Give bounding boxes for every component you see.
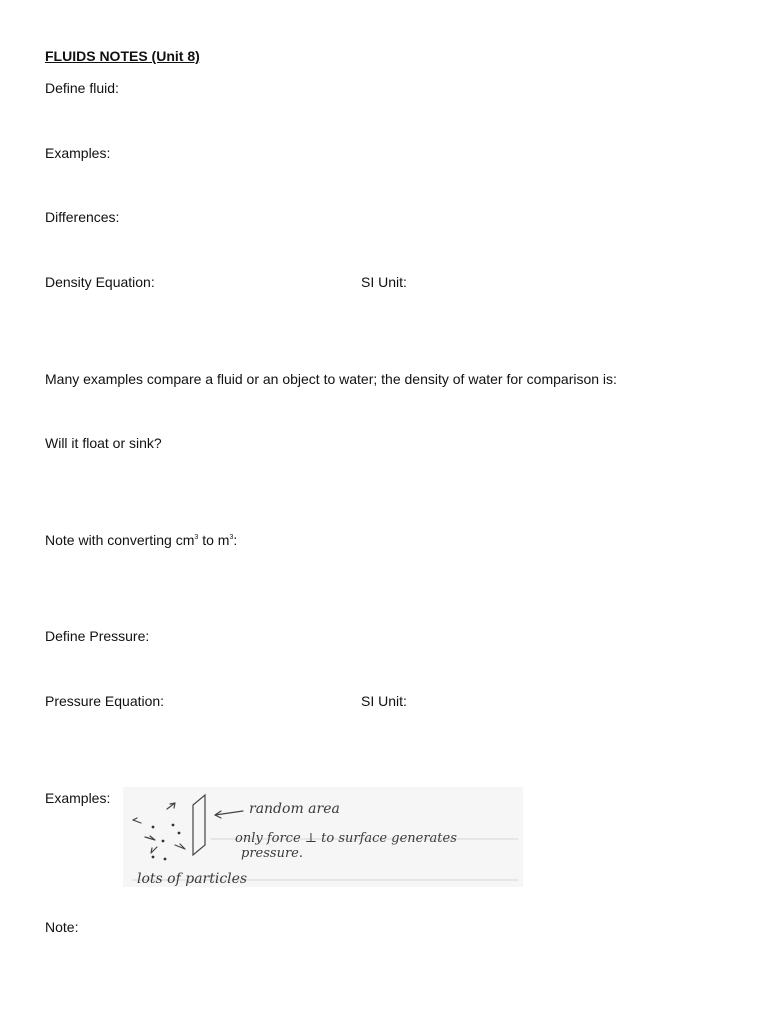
unit-conversion-note xyxy=(45,532,237,548)
conversion-text-end: : xyxy=(233,532,238,548)
conversion-exponent-2: 3 xyxy=(229,534,234,541)
examples-prompt: Examples: xyxy=(45,145,111,161)
pressure-equation-prompt: Pressure Equation: xyxy=(45,693,165,709)
pressure-si-unit-prompt: SI Unit: xyxy=(361,693,407,709)
label-random-area: random area xyxy=(249,801,340,817)
define-pressure-prompt: Define Pressure: xyxy=(45,628,150,644)
conversion-text-start: Note with converting cm xyxy=(45,532,195,548)
note-prompt: Note: xyxy=(45,919,79,935)
conversion-exponent-1: 3 xyxy=(194,534,199,541)
page-title: FLUIDS NOTES (Unit 8) xyxy=(45,48,200,64)
water-density-prompt: Many examples compare a fluid or an object to water; the density of water for comparison is: xyxy=(45,371,617,387)
density-equation-prompt: Density Equation: xyxy=(45,274,155,290)
density-si-unit-prompt: SI Unit: xyxy=(361,274,407,290)
label-lots-of-particles: lots of particles xyxy=(137,871,248,887)
float-or-sink-prompt: Will it float or sink? xyxy=(45,435,162,451)
label-pressure: pressure. xyxy=(241,846,303,861)
differences-prompt: Differences: xyxy=(45,209,120,225)
conversion-text-mid: to m xyxy=(198,532,230,548)
define-fluid-prompt: Define fluid: xyxy=(45,80,119,96)
pressure-sketch xyxy=(123,787,523,887)
pressure-examples-prompt: Examples: xyxy=(45,790,111,806)
label-only-force: only force ⊥ to surface generates xyxy=(235,831,457,846)
